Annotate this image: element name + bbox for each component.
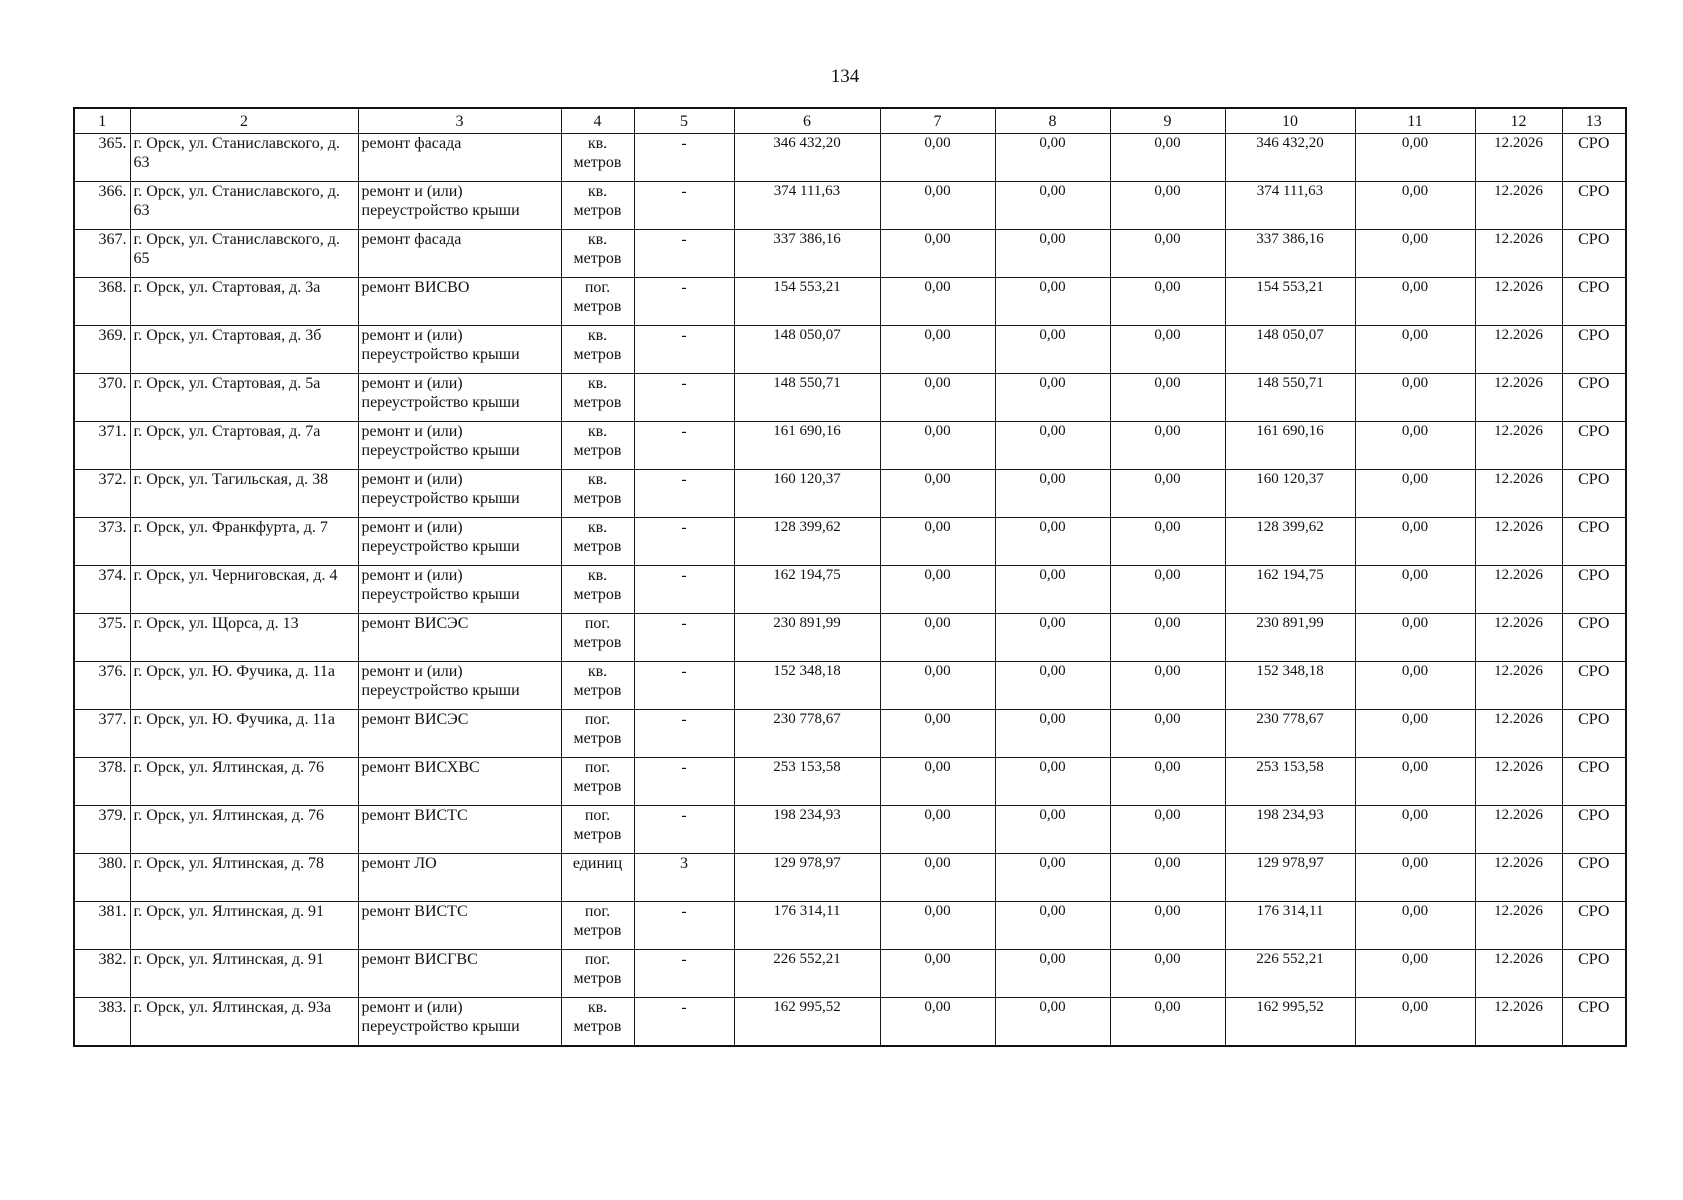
fund-cell: 0,00 [880,614,995,662]
fund-cell: 0,00 [995,422,1110,470]
fund-cell: 0,00 [1355,278,1475,326]
fund-cell: 0,00 [1110,710,1225,758]
table-row [74,806,1626,854]
organization-cell: СРО [1562,614,1626,662]
quantity-cell: - [634,470,734,518]
owner-funds-cell: 176 314,11 [1225,902,1355,950]
unit-cell: пог. метров [561,950,634,998]
row-number-cell: 377. [74,710,130,758]
column-header: 1 [74,108,130,134]
fund-cell: 0,00 [995,950,1110,998]
deadline-cell: 12.2026 [1475,470,1562,518]
address-cell: г. Орск, ул. Станиславского, д. 63 [130,134,358,182]
row-number-cell: 379. [74,806,130,854]
row-number-cell: 369. [74,326,130,374]
row-number-cell: 365. [74,134,130,182]
address-cell: г. Орск, ул. Франкфурта, д. 7 [130,518,358,566]
fund-cell: 0,00 [995,902,1110,950]
total-cost-cell: 198 234,93 [734,806,880,854]
quantity-cell: 3 [634,854,734,902]
fund-cell: 0,00 [1110,422,1225,470]
table-row [74,422,1626,470]
work-type-cell: ремонт и (или) переустройство крыши [358,422,561,470]
fund-cell: 0,00 [1110,182,1225,230]
fund-cell: 0,00 [995,806,1110,854]
table-row [74,614,1626,662]
fund-cell: 0,00 [995,518,1110,566]
fund-cell: 0,00 [1110,998,1225,1046]
owner-funds-cell: 346 432,20 [1225,134,1355,182]
deadline-cell: 12.2026 [1475,806,1562,854]
fund-cell: 0,00 [880,806,995,854]
work-type-cell: ремонт и (или) переустройство крыши [358,566,561,614]
fund-cell: 0,00 [1110,806,1225,854]
quantity-cell: - [634,758,734,806]
quantity-cell: - [634,806,734,854]
fund-cell: 0,00 [1355,758,1475,806]
organization-cell: СРО [1562,374,1626,422]
table-row [74,278,1626,326]
row-number-cell: 375. [74,614,130,662]
quantity-cell: - [634,662,734,710]
fund-cell: 0,00 [1355,710,1475,758]
owner-funds-cell: 162 995,52 [1225,998,1355,1046]
deadline-cell: 12.2026 [1475,326,1562,374]
table-row [74,758,1626,806]
organization-cell: СРО [1562,470,1626,518]
unit-cell: кв. метров [561,998,634,1046]
quantity-cell: - [634,566,734,614]
total-cost-cell: 162 194,75 [734,566,880,614]
deadline-cell: 12.2026 [1475,614,1562,662]
fund-cell: 0,00 [880,518,995,566]
address-cell: г. Орск, ул. Ялтинская, д. 91 [130,950,358,998]
fund-cell: 0,00 [995,470,1110,518]
quantity-cell: - [634,326,734,374]
address-cell: г. Орск, ул. Стартовая, д. 3б [130,326,358,374]
total-cost-cell: 230 891,99 [734,614,880,662]
fund-cell: 0,00 [1355,614,1475,662]
fund-cell: 0,00 [995,710,1110,758]
deadline-cell: 12.2026 [1475,566,1562,614]
unit-cell: пог. метров [561,614,634,662]
organization-cell: СРО [1562,902,1626,950]
address-cell: г. Орск, ул. Ялтинская, д. 76 [130,758,358,806]
address-cell: г. Орск, ул. Ялтинская, д. 93а [130,998,358,1046]
quantity-cell: - [634,710,734,758]
table-row [74,566,1626,614]
owner-funds-cell: 230 778,67 [1225,710,1355,758]
unit-cell: кв. метров [561,470,634,518]
quantity-cell: - [634,134,734,182]
fund-cell: 0,00 [1355,662,1475,710]
fund-cell: 0,00 [1110,950,1225,998]
fund-cell: 0,00 [880,662,995,710]
table-row [74,134,1626,182]
fund-cell: 0,00 [1110,230,1225,278]
unit-cell: кв. метров [561,518,634,566]
address-cell: г. Орск, ул. Ялтинская, д. 91 [130,902,358,950]
work-type-cell: ремонт ВИСТС [358,902,561,950]
owner-funds-cell: 128 399,62 [1225,518,1355,566]
total-cost-cell: 162 995,52 [734,998,880,1046]
unit-cell: кв. метров [561,422,634,470]
deadline-cell: 12.2026 [1475,230,1562,278]
fund-cell: 0,00 [1110,758,1225,806]
fund-cell: 0,00 [1355,422,1475,470]
organization-cell: СРО [1562,278,1626,326]
deadline-cell: 12.2026 [1475,998,1562,1046]
address-cell: г. Орск, ул. Стартовая, д. 7а [130,422,358,470]
address-cell: г. Орск, ул. Тагильская, д. 38 [130,470,358,518]
row-number-cell: 376. [74,662,130,710]
owner-funds-cell: 148 050,07 [1225,326,1355,374]
fund-cell: 0,00 [1355,374,1475,422]
fund-cell: 0,00 [880,182,995,230]
total-cost-cell: 176 314,11 [734,902,880,950]
organization-cell: СРО [1562,518,1626,566]
quantity-cell: - [634,422,734,470]
owner-funds-cell: 374 111,63 [1225,182,1355,230]
fund-cell: 0,00 [995,374,1110,422]
fund-cell: 0,00 [1110,374,1225,422]
column-header: 5 [634,108,734,134]
organization-cell: СРО [1562,326,1626,374]
quantity-cell: - [634,230,734,278]
fund-cell: 0,00 [995,998,1110,1046]
row-number-cell: 374. [74,566,130,614]
quantity-cell: - [634,518,734,566]
address-cell: г. Орск, ул. Черниговская, д. 4 [130,566,358,614]
total-cost-cell: 148 550,71 [734,374,880,422]
fund-cell: 0,00 [1355,998,1475,1046]
fund-cell: 0,00 [880,470,995,518]
owner-funds-cell: 337 386,16 [1225,230,1355,278]
fund-cell: 0,00 [995,854,1110,902]
fund-cell: 0,00 [1355,806,1475,854]
fund-cell: 0,00 [1355,566,1475,614]
registry-table [73,107,1627,1047]
work-type-cell: ремонт ВИСЭС [358,614,561,662]
fund-cell: 0,00 [880,326,995,374]
row-number-cell: 372. [74,470,130,518]
fund-cell: 0,00 [995,662,1110,710]
work-type-cell: ремонт ВИСГВС [358,950,561,998]
unit-cell: кв. метров [561,326,634,374]
row-number-cell: 382. [74,950,130,998]
organization-cell: СРО [1562,230,1626,278]
fund-cell: 0,00 [1355,854,1475,902]
table-row [74,374,1626,422]
row-number-cell: 383. [74,998,130,1046]
fund-cell: 0,00 [1110,566,1225,614]
fund-cell: 0,00 [1355,902,1475,950]
fund-cell: 0,00 [1355,470,1475,518]
address-cell: г. Орск, ул. Ю. Фучика, д. 11а [130,710,358,758]
fund-cell: 0,00 [995,278,1110,326]
total-cost-cell: 374 111,63 [734,182,880,230]
work-type-cell: ремонт и (или) переустройство крыши [358,470,561,518]
row-number-cell: 381. [74,902,130,950]
fund-cell: 0,00 [1355,182,1475,230]
table-row [74,854,1626,902]
total-cost-cell: 346 432,20 [734,134,880,182]
fund-cell: 0,00 [1355,326,1475,374]
column-header: 10 [1225,108,1355,134]
unit-cell: кв. метров [561,134,634,182]
fund-cell: 0,00 [1110,614,1225,662]
quantity-cell: - [634,374,734,422]
unit-cell: пог. метров [561,758,634,806]
fund-cell: 0,00 [1355,230,1475,278]
work-type-cell: ремонт фасада [358,134,561,182]
deadline-cell: 12.2026 [1475,854,1562,902]
owner-funds-cell: 230 891,99 [1225,614,1355,662]
owner-funds-cell: 154 553,21 [1225,278,1355,326]
owner-funds-cell: 160 120,37 [1225,470,1355,518]
owner-funds-cell: 226 552,21 [1225,950,1355,998]
deadline-cell: 12.2026 [1475,182,1562,230]
fund-cell: 0,00 [1110,854,1225,902]
column-header: 12 [1475,108,1562,134]
work-type-cell: ремонт и (или) переустройство крыши [358,182,561,230]
deadline-cell: 12.2026 [1475,902,1562,950]
quantity-cell: - [634,182,734,230]
fund-cell: 0,00 [995,326,1110,374]
fund-cell: 0,00 [1110,902,1225,950]
deadline-cell: 12.2026 [1475,518,1562,566]
row-number-cell: 373. [74,518,130,566]
fund-cell: 0,00 [1355,134,1475,182]
fund-cell: 0,00 [880,422,995,470]
fund-cell: 0,00 [995,182,1110,230]
total-cost-cell: 128 399,62 [734,518,880,566]
fund-cell: 0,00 [880,134,995,182]
column-header: 8 [995,108,1110,134]
table-row [74,950,1626,998]
deadline-cell: 12.2026 [1475,710,1562,758]
row-number-cell: 371. [74,422,130,470]
table-row [74,662,1626,710]
owner-funds-cell: 253 153,58 [1225,758,1355,806]
quantity-cell: - [634,902,734,950]
work-type-cell: ремонт и (или) переустройство крыши [358,374,561,422]
fund-cell: 0,00 [1110,278,1225,326]
fund-cell: 0,00 [1355,950,1475,998]
table-row [74,326,1626,374]
table-row [74,230,1626,278]
total-cost-cell: 161 690,16 [734,422,880,470]
column-header: 4 [561,108,634,134]
work-type-cell: ремонт и (или) переустройство крыши [358,518,561,566]
column-header: 7 [880,108,995,134]
fund-cell: 0,00 [880,998,995,1046]
column-header: 6 [734,108,880,134]
deadline-cell: 12.2026 [1475,422,1562,470]
fund-cell: 0,00 [880,374,995,422]
total-cost-cell: 152 348,18 [734,662,880,710]
owner-funds-cell: 148 550,71 [1225,374,1355,422]
column-header: 11 [1355,108,1475,134]
total-cost-cell: 337 386,16 [734,230,880,278]
total-cost-cell: 230 778,67 [734,710,880,758]
fund-cell: 0,00 [995,230,1110,278]
unit-cell: пог. метров [561,902,634,950]
address-cell: г. Орск, ул. Стартовая, д. 3а [130,278,358,326]
organization-cell: СРО [1562,758,1626,806]
owner-funds-cell: 162 194,75 [1225,566,1355,614]
fund-cell: 0,00 [1110,326,1225,374]
total-cost-cell: 148 050,07 [734,326,880,374]
work-type-cell: ремонт ВИСВО [358,278,561,326]
address-cell: г. Орск, ул. Щорса, д. 13 [130,614,358,662]
row-number-cell: 378. [74,758,130,806]
row-number-cell: 380. [74,854,130,902]
table-row [74,470,1626,518]
unit-cell: кв. метров [561,566,634,614]
fund-cell: 0,00 [995,614,1110,662]
fund-cell: 0,00 [880,758,995,806]
deadline-cell: 12.2026 [1475,662,1562,710]
fund-cell: 0,00 [1110,662,1225,710]
column-header: 3 [358,108,561,134]
address-cell: г. Орск, ул. Станиславского, д. 63 [130,182,358,230]
fund-cell: 0,00 [880,566,995,614]
owner-funds-cell: 161 690,16 [1225,422,1355,470]
unit-cell: единиц [561,854,634,902]
address-cell: г. Орск, ул. Станиславского, д. 65 [130,230,358,278]
deadline-cell: 12.2026 [1475,374,1562,422]
quantity-cell: - [634,950,734,998]
page-number: 134 [830,66,860,87]
deadline-cell: 12.2026 [1475,950,1562,998]
work-type-cell: ремонт ВИСТС [358,806,561,854]
fund-cell: 0,00 [995,758,1110,806]
fund-cell: 0,00 [995,566,1110,614]
unit-cell: кв. метров [561,374,634,422]
fund-cell: 0,00 [880,710,995,758]
table-header-row [74,108,1626,134]
quantity-cell: - [634,614,734,662]
fund-cell: 0,00 [1355,518,1475,566]
owner-funds-cell: 152 348,18 [1225,662,1355,710]
owner-funds-cell: 129 978,97 [1225,854,1355,902]
total-cost-cell: 253 153,58 [734,758,880,806]
fund-cell: 0,00 [1110,134,1225,182]
fund-cell: 0,00 [880,230,995,278]
work-type-cell: ремонт ВИСЭС [358,710,561,758]
organization-cell: СРО [1562,950,1626,998]
fund-cell: 0,00 [1110,518,1225,566]
work-type-cell: ремонт и (или) переустройство крыши [358,662,561,710]
work-type-cell: ремонт ЛО [358,854,561,902]
unit-cell: пог. метров [561,806,634,854]
address-cell: г. Орск, ул. Ялтинская, д. 76 [130,806,358,854]
table-row [74,182,1626,230]
total-cost-cell: 160 120,37 [734,470,880,518]
unit-cell: кв. метров [561,662,634,710]
total-cost-cell: 129 978,97 [734,854,880,902]
organization-cell: СРО [1562,566,1626,614]
organization-cell: СРО [1562,710,1626,758]
address-cell: г. Орск, ул. Ялтинская, д. 78 [130,854,358,902]
table-row [74,902,1626,950]
fund-cell: 0,00 [1110,470,1225,518]
organization-cell: СРО [1562,422,1626,470]
unit-cell: кв. метров [561,182,634,230]
unit-cell: кв. метров [561,230,634,278]
quantity-cell: - [634,998,734,1046]
owner-funds-cell: 198 234,93 [1225,806,1355,854]
deadline-cell: 12.2026 [1475,758,1562,806]
work-type-cell: ремонт и (или) переустройство крыши [358,998,561,1046]
work-type-cell: ремонт ВИСХВС [358,758,561,806]
table-row [74,998,1626,1046]
fund-cell: 0,00 [880,902,995,950]
organization-cell: СРО [1562,998,1626,1046]
address-cell: г. Орск, ул. Стартовая, д. 5а [130,374,358,422]
fund-cell: 0,00 [880,854,995,902]
total-cost-cell: 154 553,21 [734,278,880,326]
deadline-cell: 12.2026 [1475,278,1562,326]
work-type-cell: ремонт и (или) переустройство крыши [358,326,561,374]
column-header: 9 [1110,108,1225,134]
unit-cell: пог. метров [561,710,634,758]
address-cell: г. Орск, ул. Ю. Фучика, д. 11а [130,662,358,710]
table-row [74,518,1626,566]
fund-cell: 0,00 [880,278,995,326]
fund-cell: 0,00 [880,950,995,998]
column-header: 13 [1562,108,1626,134]
row-number-cell: 367. [74,230,130,278]
fund-cell: 0,00 [995,134,1110,182]
work-type-cell: ремонт фасада [358,230,561,278]
row-number-cell: 366. [74,182,130,230]
table-row [74,710,1626,758]
organization-cell: СРО [1562,182,1626,230]
organization-cell: СРО [1562,854,1626,902]
row-number-cell: 368. [74,278,130,326]
table-body [74,134,1626,1046]
organization-cell: СРО [1562,662,1626,710]
total-cost-cell: 226 552,21 [734,950,880,998]
unit-cell: пог. метров [561,278,634,326]
row-number-cell: 370. [74,374,130,422]
column-header: 2 [130,108,358,134]
organization-cell: СРО [1562,134,1626,182]
quantity-cell: - [634,278,734,326]
deadline-cell: 12.2026 [1475,134,1562,182]
organization-cell: СРО [1562,806,1626,854]
